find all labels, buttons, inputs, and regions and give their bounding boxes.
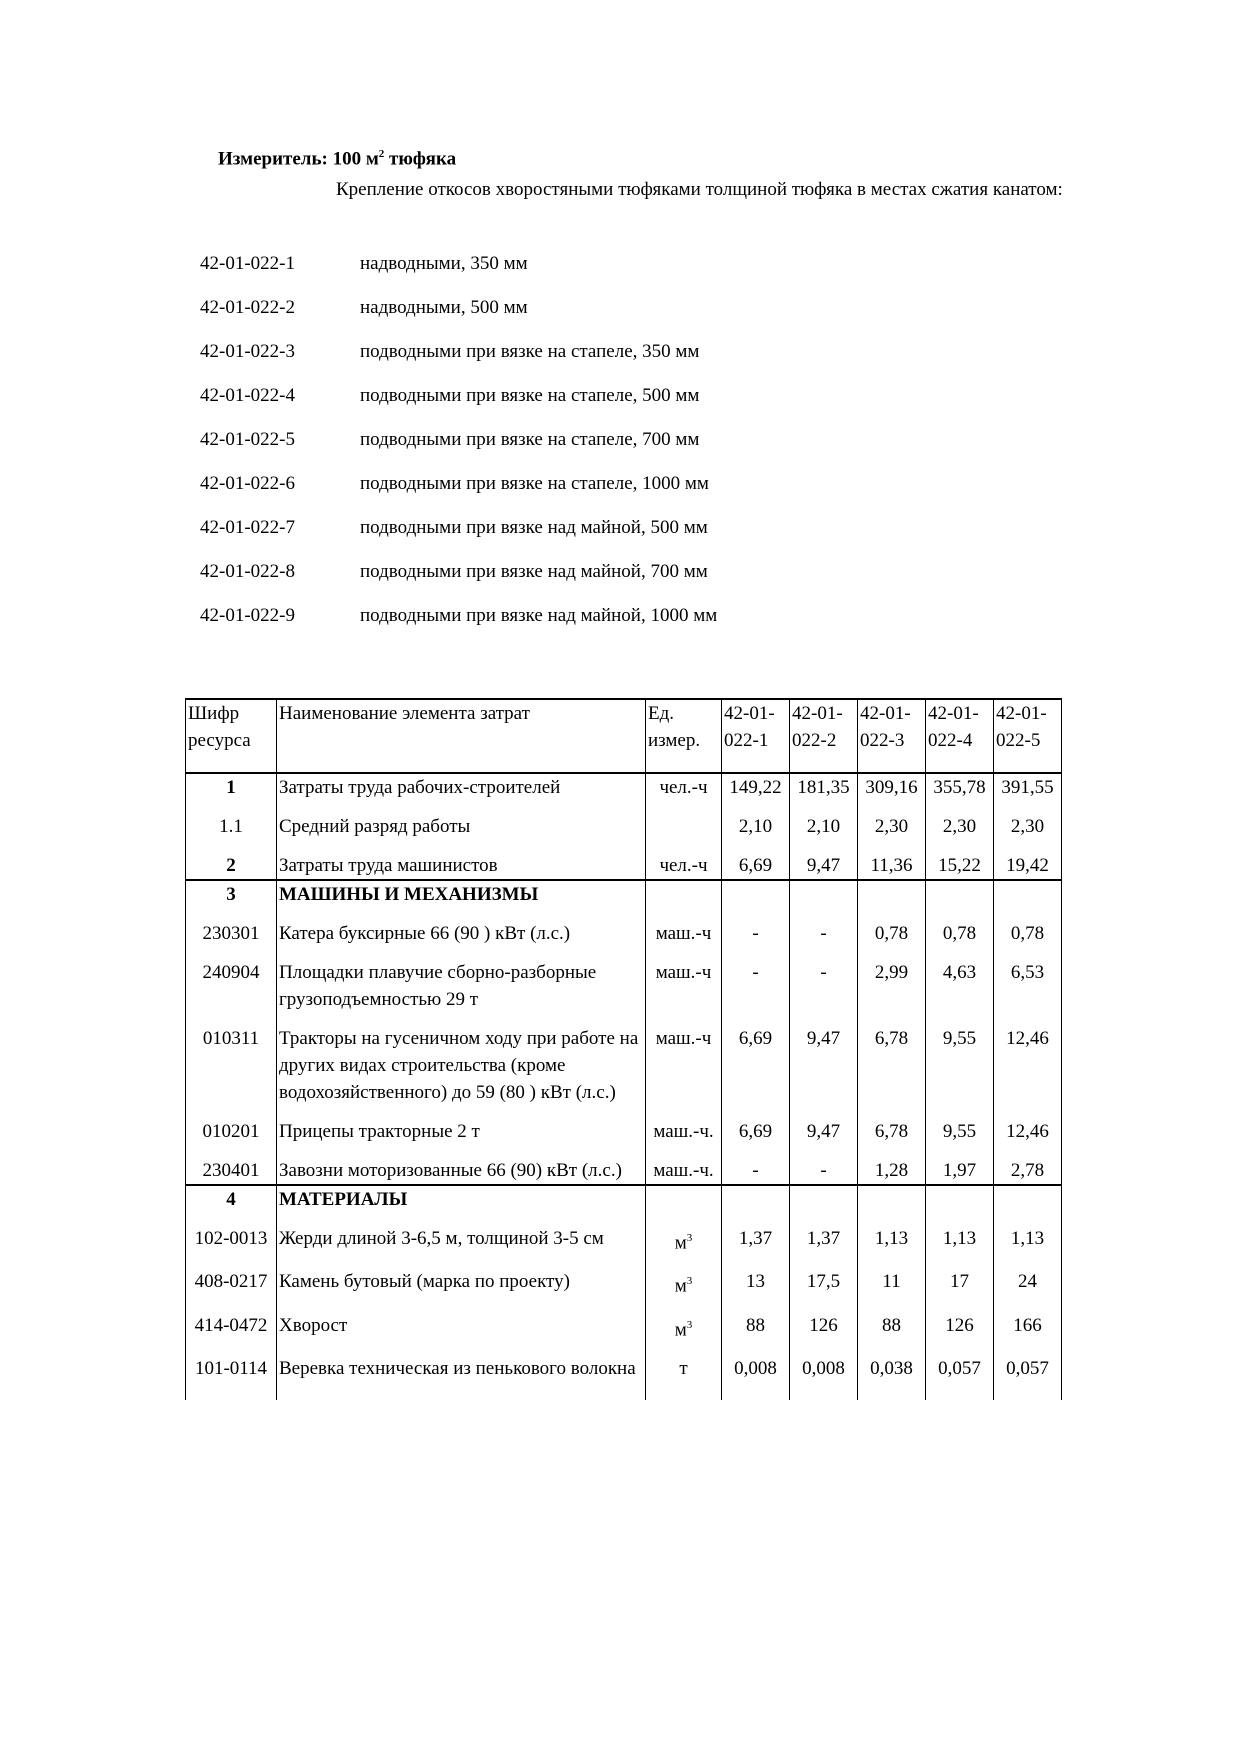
row-unit — [646, 840, 722, 880]
row-unit-superscript: 3 — [686, 1318, 693, 1331]
spacer-cell — [994, 1382, 1062, 1400]
row-value-5: 1,13 — [994, 1213, 1062, 1256]
table-row — [186, 1343, 1062, 1382]
header-col-line-2: 022-3 — [860, 730, 905, 751]
table-row — [186, 880, 1062, 908]
row-value-1: 2,10 — [722, 801, 790, 840]
measure-title — [218, 148, 456, 170]
row-value-2: 9,47 — [790, 1013, 858, 1106]
table-row — [186, 801, 1062, 840]
row-unit-text: маш.-ч — [655, 1028, 712, 1049]
row-code: 240904 — [186, 947, 277, 1013]
code-text: подводными при вязке на стапеле, 700 мм — [360, 429, 700, 450]
spacer-cell — [186, 1382, 277, 1400]
table-row — [186, 1300, 1062, 1343]
row-name: Прицепы тракторные 2 т — [277, 1106, 646, 1145]
row-unit — [646, 947, 722, 1013]
row-unit-text: чел.-ч — [659, 777, 708, 798]
table-row — [186, 908, 1062, 947]
row-value-3: 0,038 — [858, 1343, 926, 1382]
header-col-1 — [722, 699, 790, 773]
code-text: подводными при вязке над майной, 500 мм — [360, 517, 708, 538]
row-value-1: 88 — [722, 1300, 790, 1343]
row-value-2: - — [790, 908, 858, 947]
row-value-3: 2,99 — [858, 947, 926, 1013]
row-unit-text: маш.-ч — [655, 962, 712, 983]
row-code: 4 — [186, 1185, 277, 1213]
row-value-5: 24 — [994, 1256, 1062, 1299]
row-value-4: 15,22 — [926, 840, 994, 880]
header-code-line-2: ресурса — [188, 730, 251, 751]
row-unit-text: м — [674, 1232, 687, 1254]
code-text: подводными при вязке на стапеле, 350 мм — [360, 341, 700, 362]
row-value-4: 1,97 — [926, 1145, 994, 1185]
spacer-cell — [858, 1382, 926, 1400]
row-value-5: 166 — [994, 1300, 1062, 1343]
row-value-5: 0,78 — [994, 908, 1062, 947]
row-value-5: 2,30 — [994, 801, 1062, 840]
code-number: 42-01-022-5 — [200, 429, 295, 450]
code-text: подводными при вязке над майной, 700 мм — [360, 561, 708, 582]
row-value-4: 2,30 — [926, 801, 994, 840]
row-value-5: 6,53 — [994, 947, 1062, 1013]
row-name: Хворост — [277, 1300, 646, 1343]
row-value-5: 391,55 — [994, 773, 1062, 801]
row-value-5 — [994, 1185, 1062, 1213]
header-col-line-1: 42-01- — [792, 703, 843, 724]
header-col-line-1: 42-01- — [928, 703, 979, 724]
work-description: Крепление откосов хворостяными тюфяками толщиной тюфяка в местах сжатия канатом: — [336, 179, 1063, 200]
row-value-1: 6,69 — [722, 840, 790, 880]
row-unit — [646, 1300, 722, 1343]
row-name: Завозни моторизованные 66 (90) кВт (л.с.) — [277, 1145, 646, 1185]
row-value-2: 2,10 — [790, 801, 858, 840]
row-value-2: 126 — [790, 1300, 858, 1343]
row-value-1: 149,22 — [722, 773, 790, 801]
table-row — [186, 773, 1062, 801]
code-text: подводными при вязке на стапеле, 1000 мм — [360, 473, 709, 494]
row-value-1: - — [722, 947, 790, 1013]
row-unit — [646, 1013, 722, 1106]
row-value-2 — [790, 1185, 858, 1213]
spacer-cell — [646, 1382, 722, 1400]
row-unit-text: маш.-ч — [655, 923, 712, 944]
row-value-3: 11 — [858, 1256, 926, 1299]
row-value-4: 17 — [926, 1256, 994, 1299]
row-value-2: 0,008 — [790, 1343, 858, 1382]
header-unit-line-2: измер. — [648, 730, 701, 751]
row-value-1: - — [722, 908, 790, 947]
resource-table — [185, 698, 1062, 1400]
row-unit — [646, 1106, 722, 1145]
table-bottom-spacer — [186, 1382, 1062, 1400]
row-value-3: 309,16 — [858, 773, 926, 801]
header-unit-line-1: Ед. — [648, 703, 675, 724]
row-unit-text: м — [674, 1318, 687, 1340]
header-col-line-2: 022-4 — [928, 730, 973, 751]
row-value-5 — [994, 880, 1062, 908]
code-number: 42-01-022-3 — [200, 341, 295, 362]
header-col-line-2: 022-2 — [792, 730, 837, 751]
row-value-5: 2,78 — [994, 1145, 1062, 1185]
row-value-3 — [858, 880, 926, 908]
row-code: 3 — [186, 880, 277, 908]
row-value-2 — [790, 880, 858, 908]
row-value-5: 12,46 — [994, 1106, 1062, 1145]
row-value-3: 11,36 — [858, 840, 926, 880]
row-value-5: 0,057 — [994, 1343, 1062, 1382]
row-value-1 — [722, 880, 790, 908]
row-name: Затраты труда рабочих-строителей — [277, 773, 646, 801]
measure-label: Измеритель: 100 м — [218, 148, 379, 170]
row-value-3 — [858, 1185, 926, 1213]
row-unit-text: т — [679, 1357, 688, 1379]
row-unit — [646, 1256, 722, 1299]
row-name: Катера буксирные 66 (90 ) кВт (л.с.) — [277, 908, 646, 947]
table-row — [186, 947, 1062, 1013]
row-name: МАТЕРИАЛЫ — [277, 1185, 646, 1213]
table-row — [186, 1013, 1062, 1106]
row-unit — [646, 880, 722, 908]
row-value-4: 355,78 — [926, 773, 994, 801]
row-unit — [646, 801, 722, 840]
row-value-3: 0,78 — [858, 908, 926, 947]
row-value-4: 1,13 — [926, 1213, 994, 1256]
header-name: Наименование элемента затрат — [277, 699, 646, 773]
row-name: Средний разряд работы — [277, 801, 646, 840]
row-name: Площадки плавучие сборно-разборные грузоподъемностью 29 т — [277, 947, 646, 1013]
row-code: 414-0472 — [186, 1300, 277, 1343]
code-number: 42-01-022-9 — [200, 605, 295, 626]
row-name: Тракторы на гусеничном ходу при работе на других видах строительства (кроме водохозяйственного) до 59 (80 ) кВт (л.с.) — [277, 1013, 646, 1106]
row-value-2: 17,5 — [790, 1256, 858, 1299]
header-col-3 — [858, 699, 926, 773]
code-text: надводными, 350 мм — [360, 253, 528, 274]
row-unit — [646, 1145, 722, 1185]
code-text: подводными при вязке на стапеле, 500 мм — [360, 385, 700, 406]
row-name: Веревка техническая из пенькового волокна — [277, 1343, 646, 1382]
table-row — [186, 1145, 1062, 1185]
row-code: 102-0013 — [186, 1213, 277, 1256]
row-value-2: - — [790, 1145, 858, 1185]
row-value-1: - — [722, 1145, 790, 1185]
header-col-line-2: 022-5 — [996, 730, 1041, 751]
row-value-1: 13 — [722, 1256, 790, 1299]
code-number: 42-01-022-1 — [200, 253, 295, 274]
resource-table-body — [186, 699, 1062, 1400]
row-value-3: 6,78 — [858, 1013, 926, 1106]
row-value-3: 88 — [858, 1300, 926, 1343]
row-value-2: 9,47 — [790, 1106, 858, 1145]
row-name: МАШИНЫ И МЕХАНИЗМЫ — [277, 880, 646, 908]
header-col-line-1: 42-01- — [724, 703, 775, 724]
measure-superscript: 2 — [378, 148, 385, 160]
row-value-1: 0,008 — [722, 1343, 790, 1382]
row-unit — [646, 1185, 722, 1213]
row-code: 010311 — [186, 1013, 277, 1106]
code-number: 42-01-022-7 — [200, 517, 295, 538]
spacer-cell — [790, 1382, 858, 1400]
spacer-cell — [277, 1382, 646, 1400]
code-number: 42-01-022-6 — [200, 473, 295, 494]
row-unit — [646, 908, 722, 947]
row-unit — [646, 1213, 722, 1256]
row-unit-text: маш.-ч. — [653, 1121, 714, 1142]
header-unit — [646, 699, 722, 773]
header-col-line-1: 42-01- — [860, 703, 911, 724]
row-value-4: 4,63 — [926, 947, 994, 1013]
row-value-2: 1,37 — [790, 1213, 858, 1256]
row-value-4: 9,55 — [926, 1106, 994, 1145]
table-header-row — [186, 699, 1062, 773]
code-text: надводными, 500 мм — [360, 297, 528, 318]
row-value-3: 1,28 — [858, 1145, 926, 1185]
code-number: 42-01-022-4 — [200, 385, 295, 406]
row-code: 101-0114 — [186, 1343, 277, 1382]
code-number: 42-01-022-2 — [200, 297, 295, 318]
table-row — [186, 1106, 1062, 1145]
row-code: 010201 — [186, 1106, 277, 1145]
row-code: 408-0217 — [186, 1256, 277, 1299]
row-value-4: 126 — [926, 1300, 994, 1343]
table-row — [186, 1213, 1062, 1256]
table-row — [186, 1256, 1062, 1299]
header-col-line-1: 42-01- — [996, 703, 1047, 724]
row-code: 230401 — [186, 1145, 277, 1185]
header-col-line-2: 022-1 — [724, 730, 769, 751]
row-value-3: 1,13 — [858, 1213, 926, 1256]
header-col-2 — [790, 699, 858, 773]
row-name: Затраты труда машинистов — [277, 840, 646, 880]
row-value-4: 9,55 — [926, 1013, 994, 1106]
spacer-cell — [722, 1382, 790, 1400]
row-value-1: 6,69 — [722, 1013, 790, 1106]
spacer-cell — [926, 1382, 994, 1400]
row-code: 1.1 — [186, 801, 277, 840]
measure-tail: тюфяка — [384, 148, 457, 170]
row-unit — [646, 1343, 722, 1382]
row-code: 2 — [186, 840, 277, 880]
row-value-2: - — [790, 947, 858, 1013]
row-value-4 — [926, 880, 994, 908]
row-code: 1 — [186, 773, 277, 801]
row-value-3: 6,78 — [858, 1106, 926, 1145]
row-name: Жерди длиной 3-6,5 м, толщиной 3-5 см — [277, 1213, 646, 1256]
row-value-5: 19,42 — [994, 840, 1062, 880]
row-value-1 — [722, 1185, 790, 1213]
row-value-4: 0,78 — [926, 908, 994, 947]
table-row — [186, 840, 1062, 880]
header-col-5 — [994, 699, 1062, 773]
row-unit-text: маш.-ч. — [653, 1160, 714, 1181]
row-value-2: 181,35 — [790, 773, 858, 801]
table-row — [186, 1185, 1062, 1213]
header-code-line-1: Шифр — [188, 703, 240, 724]
row-value-1: 1,37 — [722, 1213, 790, 1256]
header-col-4 — [926, 699, 994, 773]
row-unit-superscript: 3 — [686, 1232, 693, 1244]
row-value-5: 12,46 — [994, 1013, 1062, 1106]
row-value-4: 0,057 — [926, 1343, 994, 1382]
row-value-3: 2,30 — [858, 801, 926, 840]
code-number: 42-01-022-8 — [200, 561, 295, 582]
row-unit-text: чел.-ч — [659, 855, 708, 876]
row-value-2: 9,47 — [790, 840, 858, 880]
header-code — [186, 699, 277, 773]
row-name: Камень бутовый (марка по проекту) — [277, 1256, 646, 1299]
row-unit-superscript: 3 — [686, 1275, 693, 1288]
row-unit — [646, 773, 722, 801]
code-text: подводными при вязке над майной, 1000 мм — [360, 605, 718, 626]
row-code: 230301 — [186, 908, 277, 947]
row-value-1: 6,69 — [722, 1106, 790, 1145]
row-unit-text: м — [674, 1275, 687, 1297]
row-value-4 — [926, 1185, 994, 1213]
